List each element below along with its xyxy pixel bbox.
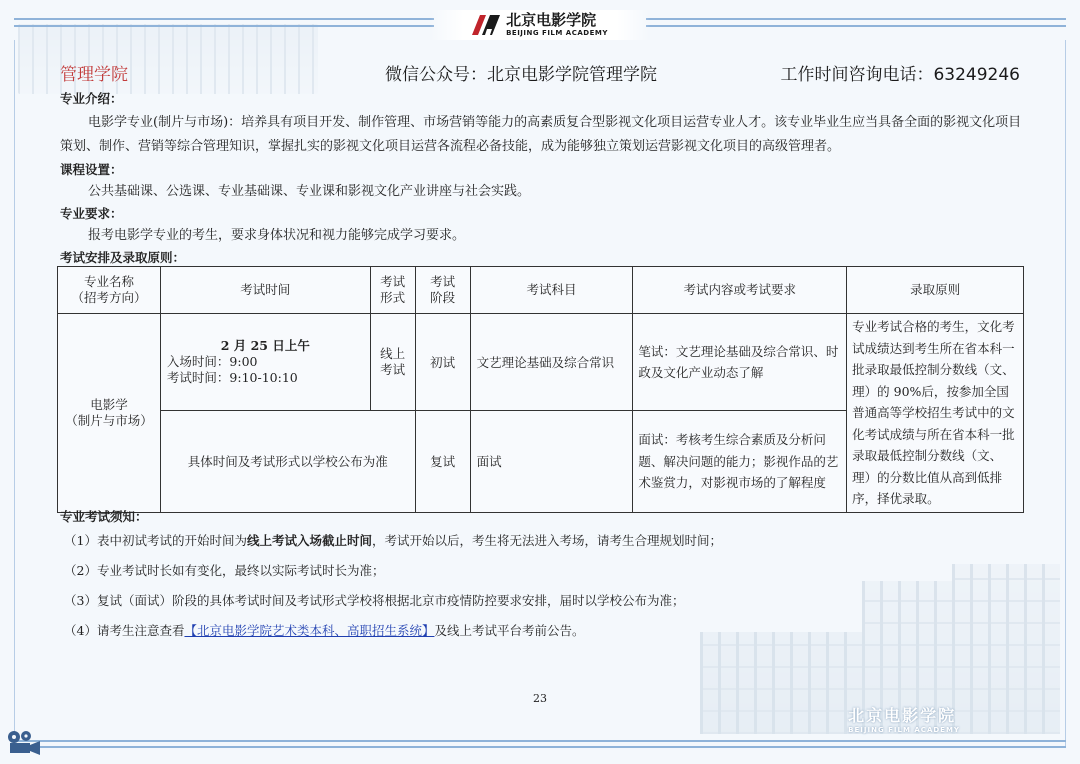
first-subject-cell: 文艺理论基础及综合常识 (470, 314, 633, 411)
right-border (1065, 40, 1066, 748)
table-row (58, 314, 1024, 411)
second-exam-time-cell: 具体时间及考试形式以学校公布为准 (160, 411, 415, 512)
exam-schedule-table (57, 266, 1024, 513)
page-number: 23 (533, 692, 547, 705)
wechat-account: 微信公众号：北京电影学院管理学院 (385, 65, 657, 85)
second-subject-cell: 面试 (470, 411, 633, 512)
table-heading: 考试安排及录取原则： (60, 250, 186, 265)
contact-phone: 工作时间咨询电话：63249246 (780, 65, 1020, 85)
second-stage-cell: 复试 (415, 411, 470, 512)
header-admission: 录取原则 (847, 267, 1024, 314)
note-item: （1）表中初试考试的开始时间为线上考试入场截止时间，考试开始以后，考生将无法进入考场，请考生合理规划时间； (64, 533, 722, 548)
header-time: 考试时间 (160, 267, 370, 314)
header-major: 专业名称 （招考方向） (58, 267, 161, 314)
left-border (14, 40, 15, 748)
admission-principle-cell: 专业考试合格的考生，文化考试成绩达到考生所在省本科一批录取最低控制分数线（文、理）的 90%后，按参加全国普通高等学校招生考试中的文化考试成绩与所在省本科一批录取最低控制分数线（文、理）的分数比值从高到低排序，择优录取。 (847, 314, 1024, 513)
first-stage-cell: 初试 (415, 314, 470, 411)
admission-system-link[interactable]: 【北京电影学院艺术类本科、高职招生系统】 (184, 623, 435, 638)
first-content-cell: 笔试：文艺理论基础及综合常识、时政及文化产业动态了解 (633, 314, 847, 411)
footer-chinese-name: 北京电影学院 (848, 706, 957, 725)
footer-logo (848, 703, 960, 734)
exam-form-cell: 线上 考试 (370, 314, 415, 411)
footer-english-name: BEIJING FILM ACADEMY (848, 726, 960, 734)
entry-time: 入场时间：9:00 (166, 354, 258, 370)
note-item: （2）专业考试时长如有变化，最终以实际考试时长为准； (64, 563, 385, 578)
note-item: （3）复试（面试）阶段的具体考试时间及考试形式学校将根据北京市疫情防控要求安排，届时以学校公布为准； (64, 593, 685, 608)
academy-logo-icon (472, 15, 500, 35)
requirement-text: 报考电影学专业的考生，要求身体状况和视力能够完成学习要求。 (88, 228, 466, 243)
header-form: 考试 形式 (370, 267, 415, 314)
header-stage: 考试 阶段 (415, 267, 470, 314)
exam-time: 考试时间：9:10-10:10 (166, 370, 298, 386)
film-projector-icon (4, 728, 44, 758)
page-header (60, 58, 1020, 86)
header-content: 考试内容或考试要求 (633, 267, 847, 314)
second-content-cell: 面试：考核考生综合素质及分析问题、解决问题的能力；影视作品的艺术鉴赏力，对影视市场的了解程度 (633, 411, 847, 512)
notes-heading: 专业考试须知： (60, 509, 148, 524)
exam-date: 2 月 25 日上午 (220, 338, 310, 354)
major-cell: 电影学 （制片与市场） (58, 314, 161, 513)
note-bold-text: 线上考试入场截止时间 (246, 533, 372, 548)
course-heading: 课程设置： (60, 162, 123, 177)
logo-chinese-name: 北京电影学院 (506, 11, 597, 29)
header-subject: 考试科目 (470, 267, 633, 314)
bottom-border (14, 740, 1066, 748)
top-border-left (14, 18, 434, 27)
exam-notes (60, 507, 1020, 651)
requirement-heading: 专业要求： (60, 206, 123, 221)
intro-text: 电影学专业(制片与市场)：培养具有项目开发、制作管理、市场营销等能力的高素质复合型影视文化项目运营专业人才。该专业毕业生应当具备全面的影视文化项目策划、制作、营销等综合管理知识，掌握扎实的影视文化项目运营各流程必备技能，成为能够独立策划运营影视文化项目的高级管理者。 (60, 115, 1022, 154)
academy-logo (430, 10, 650, 40)
intro-heading: 专业介绍： (60, 91, 123, 106)
major-description (60, 88, 1028, 269)
note-item: （4）请考生注意查看【北京电影学院艺术类本科、高职招生系统】及线上考试平台考前公告。 (64, 623, 585, 638)
first-exam-time-cell (160, 314, 370, 411)
table-header-row (58, 267, 1024, 314)
course-text: 公共基础课、公选课、专业基础课、专业课和影视文化产业讲座与社会实践。 (88, 184, 531, 199)
logo-english-name: BEIJING FILM ACADEMY (506, 29, 608, 37)
department-name: 管理学院 (60, 65, 128, 85)
top-border-right (646, 18, 1066, 27)
